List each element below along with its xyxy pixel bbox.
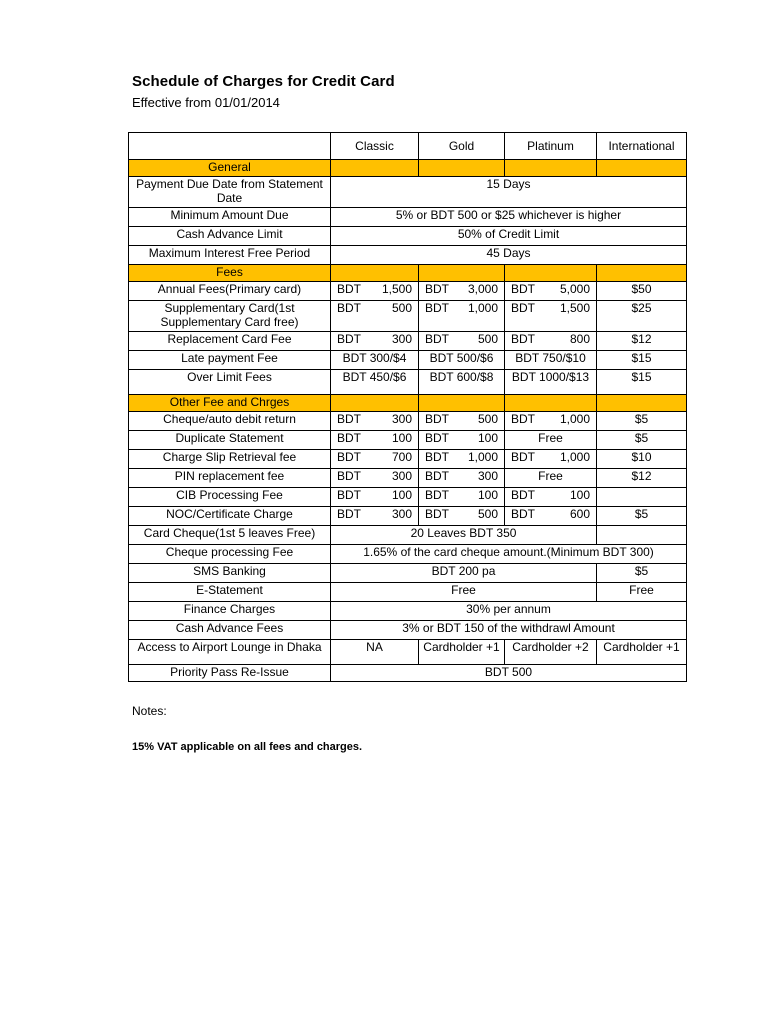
row-label: Duplicate Statement	[129, 431, 331, 450]
row-label: Access to Airport Lounge in Dhaka	[129, 640, 331, 665]
table-row: Annual Fees(Primary card) BDT 1,500 BDT 3,000 BDT 5,000 $50	[129, 282, 687, 301]
header-platinum: Platinum	[505, 133, 597, 160]
row-label: Late payment Fee	[129, 351, 331, 370]
table-row: Late payment Fee BDT 300/$4 BDT 500/$6 BDT 750/$10 $15	[129, 351, 687, 370]
row-label: Over Limit Fees	[129, 370, 331, 395]
row-label: Replacement Card Fee	[129, 332, 331, 351]
row-label: PIN replacement fee	[129, 469, 331, 488]
table-row: PIN replacement fee BDT 300 BDT 300 Free $12	[129, 469, 687, 488]
row-label: Card Cheque(1st 5 leaves Free)	[129, 526, 331, 545]
row-label: Cash Advance Limit	[129, 227, 331, 246]
table-row: Priority Pass Re-Issue BDT 500	[129, 665, 687, 682]
table-row: CIB Processing Fee BDT 100 BDT 100 BDT 100	[129, 488, 687, 507]
table-row: NOC/Certificate Charge BDT 300 BDT 500 BDT 600 $5	[129, 507, 687, 526]
table-row: Finance Charges 30% per annum	[129, 602, 687, 621]
section-fees	[129, 265, 687, 282]
table-row	[129, 246, 687, 265]
charges-table	[128, 132, 687, 682]
row-label: Annual Fees(Primary card)	[129, 282, 331, 301]
row-label: Cheque processing Fee	[129, 545, 331, 564]
notes-label: Notes:	[132, 704, 167, 718]
table-row: Cash Advance Fees 3% or BDT 150 of the withdrawl Amount	[129, 621, 687, 640]
row-value: 15 Days	[331, 177, 687, 208]
table-row	[129, 177, 687, 208]
table-row: Supplementary Card(1st Supplementary Card free) BDT 500 BDT 1,000 BDT 1,500 $25	[129, 301, 687, 332]
row-label: Maximum Interest Free Period	[129, 246, 331, 265]
row-label: Charge Slip Retrieval fee	[129, 450, 331, 469]
row-label: Cheque/auto debit return	[129, 412, 331, 431]
header-international: International	[597, 133, 687, 160]
header-row	[129, 133, 687, 160]
table-row: Duplicate Statement BDT 100 BDT 100 Free $5	[129, 431, 687, 450]
table-row	[129, 227, 687, 246]
table-row: Cheque processing Fee 1.65% of the card cheque amount.(Minimum BDT 300)	[129, 545, 687, 564]
row-value: 5% or BDT 500 or $25 whichever is higher	[331, 208, 687, 227]
row-label: CIB Processing Fee	[129, 488, 331, 507]
section-label: General	[129, 160, 331, 177]
row-label: Priority Pass Re-Issue	[129, 665, 331, 682]
section-label: Fees	[129, 265, 331, 282]
header-cell	[129, 133, 331, 160]
table-row: Access to Airport Lounge in Dhaka NA Cardholder +1 Cardholder +2 Cardholder +1	[129, 640, 687, 665]
row-label: Supplementary Card(1st Supplementary Card free)	[129, 301, 331, 332]
document-title: Schedule of Charges for Credit Card	[132, 73, 395, 90]
row-label: NOC/Certificate Charge	[129, 507, 331, 526]
table-row: SMS Banking BDT 200 pa $5	[129, 564, 687, 583]
table-row: Charge Slip Retrieval fee BDT 700 BDT 1,000 BDT 1,000 $10	[129, 450, 687, 469]
row-label: Payment Due Date from Statement Date	[129, 177, 331, 208]
header-gold: Gold	[419, 133, 505, 160]
section-general	[129, 160, 687, 177]
row-value: 50% of Credit Limit	[331, 227, 687, 246]
row-label: SMS Banking	[129, 564, 331, 583]
header-classic: Classic	[331, 133, 419, 160]
row-label: Finance Charges	[129, 602, 331, 621]
table-row: Replacement Card Fee BDT 300 BDT 500 BDT 800 $12	[129, 332, 687, 351]
section-other-fees	[129, 395, 687, 412]
effective-date: Effective from 01/01/2014	[132, 95, 280, 110]
table-row	[129, 208, 687, 227]
section-label: Other Fee and Chrges	[129, 395, 331, 412]
table-row: Card Cheque(1st 5 leaves Free) 20 Leaves BDT 350	[129, 526, 687, 545]
table-row: Over Limit Fees BDT 450/$6 BDT 600/$8 BDT 1000/$13 $15	[129, 370, 687, 395]
table-row: E-Statement Free Free	[129, 583, 687, 602]
row-value: 45 Days	[331, 246, 687, 265]
row-label: E-Statement	[129, 583, 331, 602]
vat-note: 15% VAT applicable on all fees and charges.	[132, 741, 363, 753]
row-label: Cash Advance Fees	[129, 621, 331, 640]
row-label: Minimum Amount Due	[129, 208, 331, 227]
table-row: Cheque/auto debit return BDT 300 BDT 500 BDT 1,000 $5	[129, 412, 687, 431]
